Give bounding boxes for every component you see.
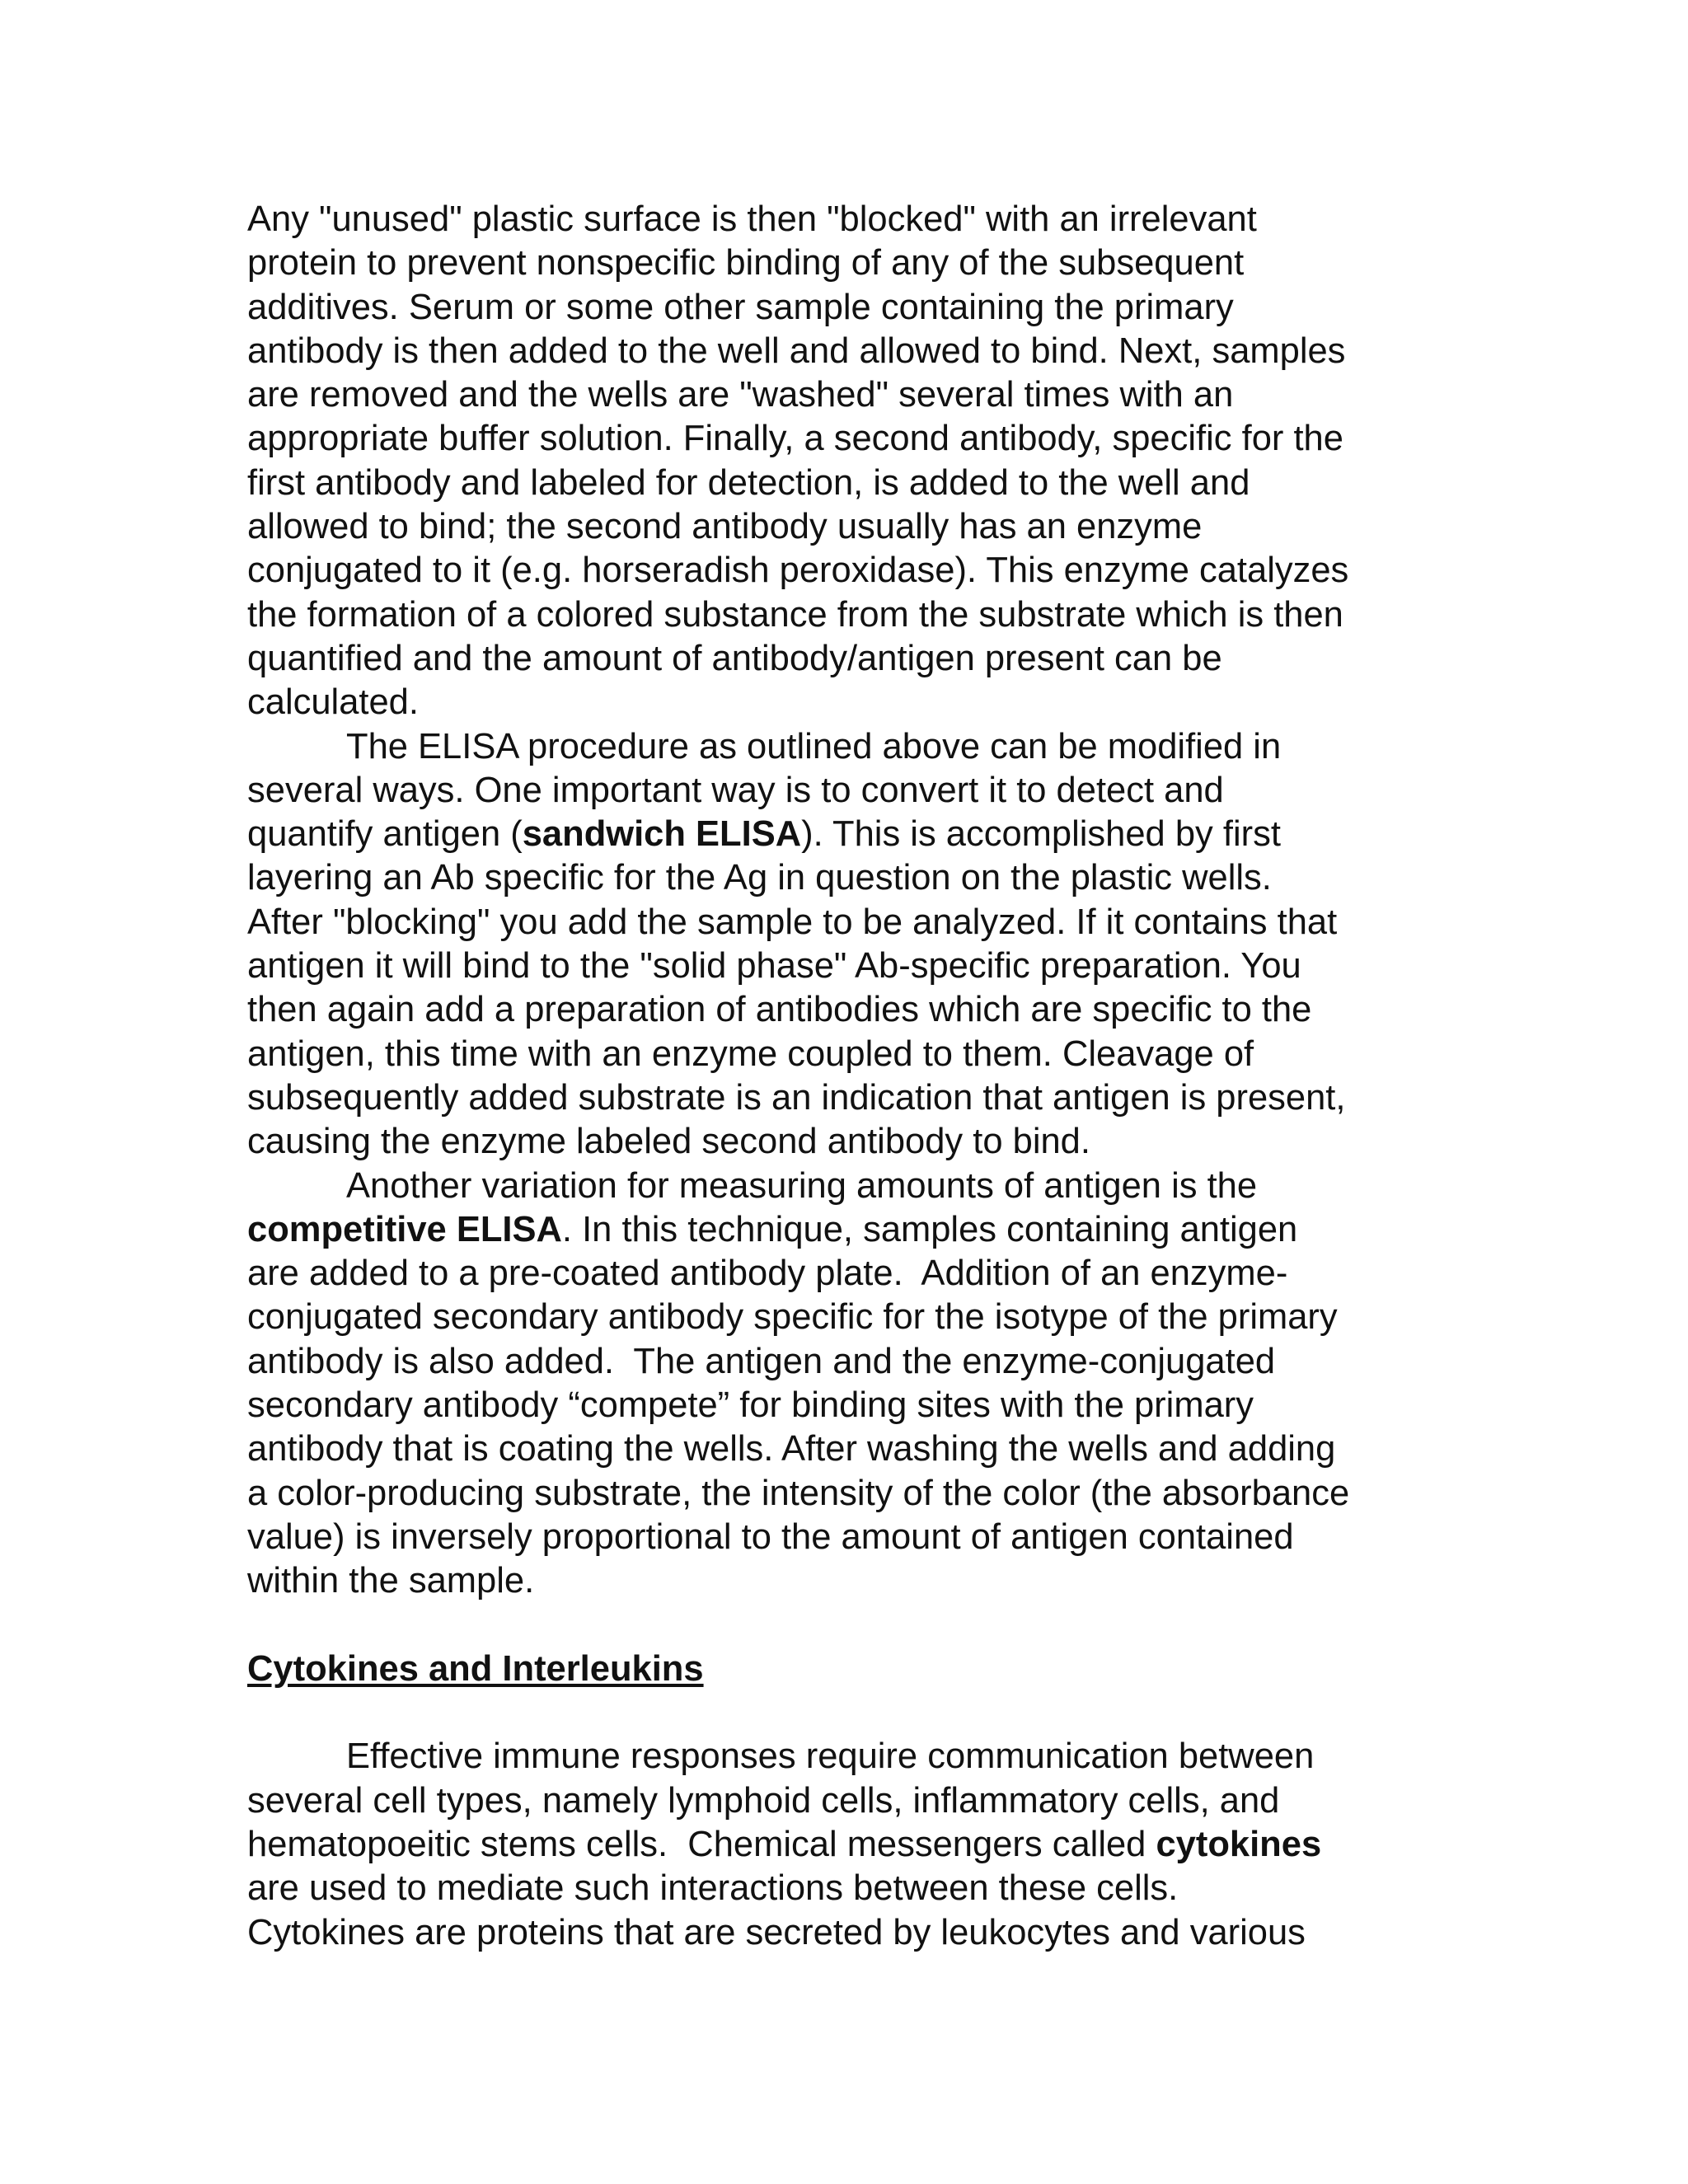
text-line: Any "unused" plastic surface is then "blocked" with an irrelevant [247, 199, 1257, 239]
text-fragment: ). This is accomplished by first [801, 814, 1281, 855]
text-line: several cell types, namely lymphoid cells, inflammatory cells, and [247, 1780, 1280, 1821]
text-line: Another variation for measuring amounts of antigen is the [346, 1165, 1258, 1206]
text-line: a color-producing substrate, the intensity of the color (the absorbance [247, 1473, 1350, 1513]
text-line: conjugated to it (e.g. horseradish peroxidase). This enzyme catalyzes [247, 551, 1349, 591]
text-line: subsequently added substrate is an indication that antigen is present, [247, 1077, 1346, 1118]
text-line: value) is inversely proportional to the amount of antigen contained [247, 1516, 1294, 1557]
text-line: are used to mediate such interactions between these cells. [247, 1868, 1179, 1909]
paragraph-sandwich-elisa [247, 725, 1451, 1165]
text-line [247, 813, 1451, 856]
text-line: the formation of a colored substance from the substrate which is then [247, 594, 1343, 635]
paragraph-cytokines [247, 1735, 1451, 1954]
paragraph-competitive-elisa [247, 1165, 1451, 1604]
text-line: several ways. One important way is to convert it to detect and [247, 770, 1224, 810]
text-line: allowed to bind; the second antibody usually has an enzyme [247, 507, 1203, 547]
text-line [247, 1208, 1451, 1252]
text-line: antigen it will bind to the "solid phase" Ab-specific preparation. You [247, 946, 1301, 987]
spacer [247, 1604, 1451, 1647]
text-fragment: quantify antigen ( [247, 814, 523, 855]
text-line: Effective immune responses require communication between [346, 1736, 1315, 1777]
text-line: additives. Serum or some other sample containing the primary [247, 287, 1234, 327]
bold-term-cytokines: cytokines [1156, 1824, 1322, 1864]
text-line: antigen, this time with an enzyme coupled to them. Cleavage of [247, 1033, 1254, 1074]
text-fragment: . In this technique, samples containing antigen [561, 1209, 1298, 1249]
text-line: conjugated secondary antibody specific for the isotype of the primary [247, 1297, 1338, 1338]
bold-term-sandwich-elisa: sandwich ELISA [522, 814, 802, 855]
document-body [247, 198, 1451, 1955]
text-line: The ELISA procedure as outlined above can be modified in [346, 726, 1282, 766]
text-line: are added to a pre-coated antibody plate. Addition of an enzyme- [247, 1254, 1288, 1294]
text-line: Cytokines are proteins that are secreted by leukocytes and various [247, 1912, 1306, 1952]
text-fragment: hematopoeitic stems cells. Chemical messengers called [247, 1824, 1156, 1864]
bold-term-competitive-elisa: competitive ELISA [247, 1209, 562, 1249]
text-line: antibody is also added. The antigen and the enzyme-conjugated [247, 1341, 1276, 1381]
text-line: quantified and the amount of antibody/antigen present can be [247, 638, 1222, 678]
text-line: calculated. [247, 682, 419, 723]
paragraph-elisa-steps [247, 198, 1451, 725]
text-line: layering an Ab specific for the Ag in question on the plastic wells. [247, 858, 1272, 898]
text-line: antibody is then added to the well and allowed to bind. Next, samples [247, 330, 1346, 371]
spacer [247, 1691, 1451, 1735]
text-line: first antibody and labeled for detection, is added to the well and [247, 462, 1250, 503]
text-line: causing the enzyme labeled second antibody to bind. [247, 1122, 1090, 1162]
text-line: are removed and the wells are "washed" several times with an [247, 375, 1234, 415]
section-heading: Cytokines and Interleukins [247, 1648, 704, 1689]
text-line [247, 1823, 1451, 1867]
text-line: antibody that is coating the wells. After washing the wells and adding [247, 1429, 1336, 1469]
text-line: secondary antibody “compete” for binding sites with the primary [247, 1385, 1254, 1426]
text-line: protein to prevent nonspecific binding of any of the subsequent [247, 243, 1245, 284]
text-line: within the sample. [247, 1561, 535, 1601]
text-line: then again add a preparation of antibodies which are specific to the [247, 990, 1312, 1030]
text-line: appropriate buffer solution. Finally, a second antibody, specific for the [247, 419, 1343, 459]
text-line: After "blocking" you add the sample to be analyzed. If it contains that [247, 902, 1338, 942]
